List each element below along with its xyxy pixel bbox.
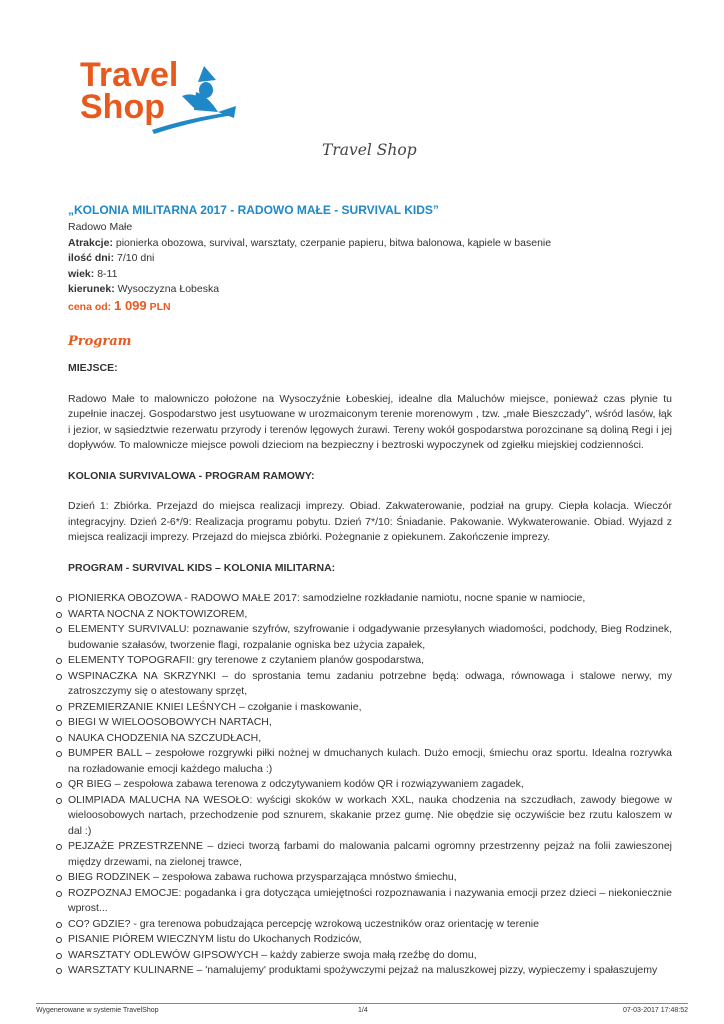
list-item xyxy=(68,963,672,979)
days-label: ilość dni: xyxy=(68,252,115,264)
circle-bullet-icon xyxy=(56,612,62,618)
list-item xyxy=(68,669,672,700)
list-item xyxy=(68,948,672,964)
list-item xyxy=(68,653,672,669)
offer-place: Radowo Małe xyxy=(68,221,133,233)
list-item-text: WSPINACZKA NA SKRZYNKI – do sprostania temu zadaniu potrzebne będą: odwaga, równowaga i stalowe nerwy, my zatroszczymy się o atestowany sprzęt, xyxy=(68,669,672,697)
list-item-text: BIEG RODZINEK – zespołowa zabawa ruchowa przysparzająca mnóstwo śmiechu, xyxy=(68,871,457,883)
offer-content xyxy=(68,202,672,979)
list-item xyxy=(68,731,672,747)
travelshop-logo xyxy=(78,52,238,140)
offer-title: „KOLONIA MILITARNA 2017 - RADOWO MAŁE - SURVIVAL KIDS” xyxy=(68,203,439,217)
days-value: 7/10 dni xyxy=(117,252,155,264)
list-item-text: PRZEMIERZANIE KNIEI LEŚNYCH – czołganie i maskowanie, xyxy=(68,700,362,713)
list-item xyxy=(68,622,672,653)
list-item-text: CO? GDZIE? - gra terenowa pobudzająca percepcję wzrokową uczestników oraz orientację w terenie xyxy=(68,917,539,930)
circle-bullet-icon xyxy=(56,596,62,602)
circle-bullet-icon xyxy=(56,875,62,881)
list-item-text: WARSZTATY ODLEWÓW GIPSOWYCH – każdy zabierze swoja małą rzeźbę do domu, xyxy=(68,948,477,961)
price-label: cena od: xyxy=(68,300,112,313)
circle-bullet-icon xyxy=(56,937,62,943)
age-value: 8-11 xyxy=(97,267,118,280)
logo-text-travel: Travel xyxy=(80,56,179,94)
page-footer xyxy=(36,1003,688,1015)
list-item-text: QR BIEG – zespołowa zabawa terenowa z odczytywaniem kodów QR i rozwiązywaniem zagadek, xyxy=(68,778,524,790)
list-item xyxy=(68,793,672,840)
list-item-text: BUMPER BALL – zespołowe rozgrywki piłki nożnej w dmuchanych kulach. Dużo emocji, śmiechu oraz sportu. Idealna rozrywka na rozładowanie emocji każdego malucha :) xyxy=(68,747,672,775)
circle-bullet-icon xyxy=(56,782,62,788)
price-currency: PLN xyxy=(149,300,171,313)
list-item-text: WARTA NOCNA Z NOKTOWIZOREM, xyxy=(68,607,248,620)
company-name: Travel Shop xyxy=(322,141,417,159)
list-item-text: WARSZTATY KULINARNE – 'namalujemy' produktami spożywczymi pejzaż na maluszkowej pizzy, wypieczemy i spałaszujemy xyxy=(68,964,658,976)
offer-days xyxy=(68,251,672,267)
list-item xyxy=(68,917,672,933)
logo-graphic xyxy=(78,52,238,140)
list-item xyxy=(68,839,672,870)
circle-bullet-icon xyxy=(56,798,62,804)
price-value: 1 099 xyxy=(114,297,147,313)
list-item xyxy=(68,746,672,777)
list-item-text: PEJZAŻE PRZESTRZENNE – dzieci tworzą farbami do malowania palcami ogromny przestrzenny pejzaż na folii zawieszonej między drzewami, na zielonej trawce, xyxy=(68,840,672,868)
direction-label: kierunek: xyxy=(68,283,115,295)
frame-program-text: Dzień 1: Zbiórka. Przejazd do miejsca realizacji imprezy. Obiad. Zakwaterowanie, podział na grupy. Ciepła kolacja. Wieczór integracyjny. Dzień 2-6*/9: Realizacja programu pobytu. Dzień 7*/10: Śniadanie. Pakowanie. Wykwaterowanie. Obiad. Wyjazd z miejsca realizacji imprezy. Przejazd do miejsca zbiórki. Pożegnanie z opiekunem. Zakończenie imprezy. xyxy=(68,500,672,543)
list-item-text: PISANIE PIÓREM WIECZNYM listu do Ukochanych Rodziców, xyxy=(68,933,362,945)
list-item xyxy=(68,870,672,886)
place-heading: MIEJSCE: xyxy=(68,362,118,374)
circle-bullet-icon xyxy=(56,720,62,726)
circle-bullet-icon xyxy=(56,891,62,897)
attractions-value: pionierka obozowa, survival, warsztaty, czerpanie papieru, bitwa balonowa, kąpiele w basenie xyxy=(115,236,552,249)
list-item-text: ELEMENTY TOPOGRAFII: gry terenowe z czytaniem planów gospodarstwa, xyxy=(68,654,424,666)
footer-page-number: 1/4 xyxy=(358,1007,368,1014)
footer-generated-by: Wygenerowane w systemie TravelShop xyxy=(36,1007,159,1014)
list-item-text: ELEMENTY SURVIVALU: poznawanie szyfrów, szyfrowanie i odgadywanie przesyłanych wiadomości, podchody, Bieg Rodzinek, budowanie szałasów, tworzenie flagi, rozpalanie ogniska bez użycia zapałek, xyxy=(68,623,672,651)
attractions-label: Atrakcje: xyxy=(68,236,113,249)
frame-program-heading: KOLONIA SURVIVALOWA - PROGRAM RAMOWY: xyxy=(68,469,315,482)
list-item xyxy=(68,700,672,716)
offer-age xyxy=(68,267,672,283)
circle-bullet-icon xyxy=(56,674,62,680)
place-description: Radowo Małe to malowniczo położone na Wysoczyźnie Łobeskiej, idealne dla Maluchów miejsce, ponieważ czas płynie tu zupełnie inaczej. Gospodarstwo jest usytuowane w urozmaiconym terenie morenowym , tzw. „małe Bieszczady”, wśród lasów, łąk i jezior, w sąsiedztwie rezerwatu przyrody i terenów lęgowych żurawi. Tereny wokół gospodarstwa porozcinane są doliną Regi i jej dopływów. To malownicze miejsce powoli dzieciom na bezpieczny i beztroski wypoczynek od zgiełku miejskiej codzienności. xyxy=(68,392,672,451)
list-item-text: ROZPOZNAJ EMOCJE: pogadanka i gra dotycząca umiejętności rozpoznawania i nazywania emocji przez dzieci – niekoniecznie wprost... xyxy=(68,886,672,914)
circle-bullet-icon xyxy=(56,751,62,757)
list-item-text: PIONIERKA OBOZOWA - RADOWO MAŁE 2017: samodzielne rozkładanie namiotu, nocne spanie w namiocie, xyxy=(68,592,586,604)
circle-bullet-icon xyxy=(56,968,62,974)
circle-bullet-icon xyxy=(56,658,62,664)
list-item xyxy=(68,777,672,793)
age-label: wiek: xyxy=(68,267,95,280)
list-item xyxy=(68,886,672,917)
offer-direction xyxy=(68,282,672,298)
list-item xyxy=(68,607,672,623)
list-item-text: BIEGI W WIELOOSOBOWYCH NARTACH, xyxy=(68,716,272,728)
program-heading: Program xyxy=(68,334,132,349)
list-item-text: OLIMPIADA MALUCHA NA WESOŁO: wyścigi skoków w workach XXL, nauka chodzenia na szczudłach, zawody biegowe w wieloosobowych nartach, przechodzenie pod sznurem, skakanie przez gumę. Nie obędzie się oczywiście bez rzutu kaloszem w dal :) xyxy=(68,793,672,837)
circle-bullet-icon xyxy=(56,736,62,742)
footer-datetime: 07-03-2017 17:48:52 xyxy=(623,1007,688,1014)
offer-attractions xyxy=(68,236,672,252)
circle-bullet-icon xyxy=(56,705,62,711)
logo-text-shop: Shop xyxy=(80,88,165,126)
circle-bullet-icon xyxy=(56,844,62,850)
list-item-text: NAUKA CHODZENIA NA SZCZUDŁACH, xyxy=(68,731,262,744)
list-item xyxy=(68,591,672,607)
list-item xyxy=(68,715,672,731)
circle-bullet-icon xyxy=(56,922,62,928)
circle-bullet-icon xyxy=(56,627,62,633)
circle-bullet-icon xyxy=(56,953,62,959)
program-list xyxy=(68,591,672,979)
direction-value: Wysoczyzna Łobeska xyxy=(117,283,220,295)
list-item xyxy=(68,932,672,948)
kids-program-heading: PROGRAM - SURVIVAL KIDS – KOLONIA MILITARNA: xyxy=(68,561,336,574)
offer-price xyxy=(68,298,672,316)
